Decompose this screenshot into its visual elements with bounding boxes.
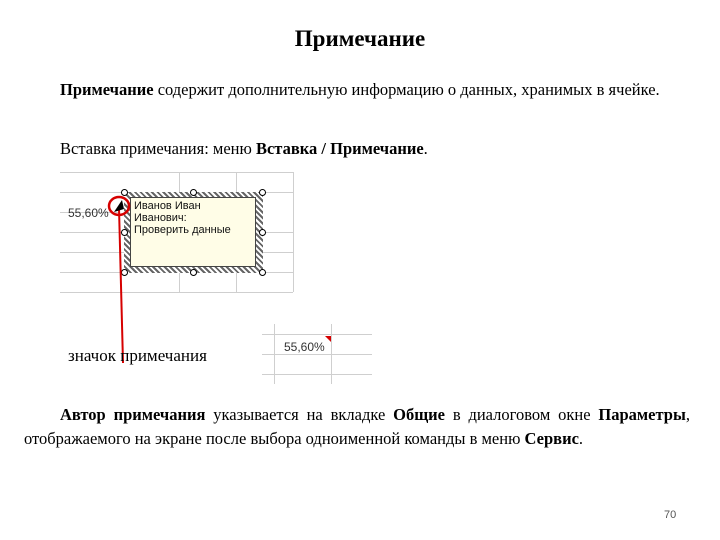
author-text-4: . <box>578 429 584 448</box>
callout-label: значок примечания <box>68 346 207 365</box>
comment-author-cont: Иванович: <box>134 212 187 224</box>
page-number: 70 <box>664 509 677 521</box>
author-paragraph <box>24 403 690 451</box>
intro-text: содержит дополнительную информацию о данных, хранимых в ячейке. <box>153 80 660 99</box>
menu-service: Сервис <box>524 429 579 448</box>
cell-value[interactable]: 55,60% <box>284 340 325 354</box>
author-text-1: указывается на вкладке <box>205 405 394 424</box>
dialog-options: Параметры <box>598 405 686 424</box>
cell-value[interactable]: 55,60% <box>68 206 109 220</box>
term-author: Автор примечания <box>60 405 206 424</box>
callout-line <box>119 208 123 363</box>
comment-text: Проверить данные <box>134 224 231 236</box>
term-note: Примечание <box>60 80 154 99</box>
author-text-2: в диалоговом окне <box>444 405 599 424</box>
menu-path: Вставка / Примечание <box>255 139 424 158</box>
author-text-3: , отображаемого на экране после выбора одноименной команды в меню <box>24 405 690 448</box>
insert-prefix: Вставка примечания: меню <box>60 139 256 158</box>
comment-author: Иванов Иван <box>134 200 201 212</box>
tab-general: Общие <box>393 405 445 424</box>
slide-title: Примечание <box>294 26 426 51</box>
comment-indicator-icon <box>114 200 124 212</box>
insert-suffix: . <box>423 139 428 158</box>
